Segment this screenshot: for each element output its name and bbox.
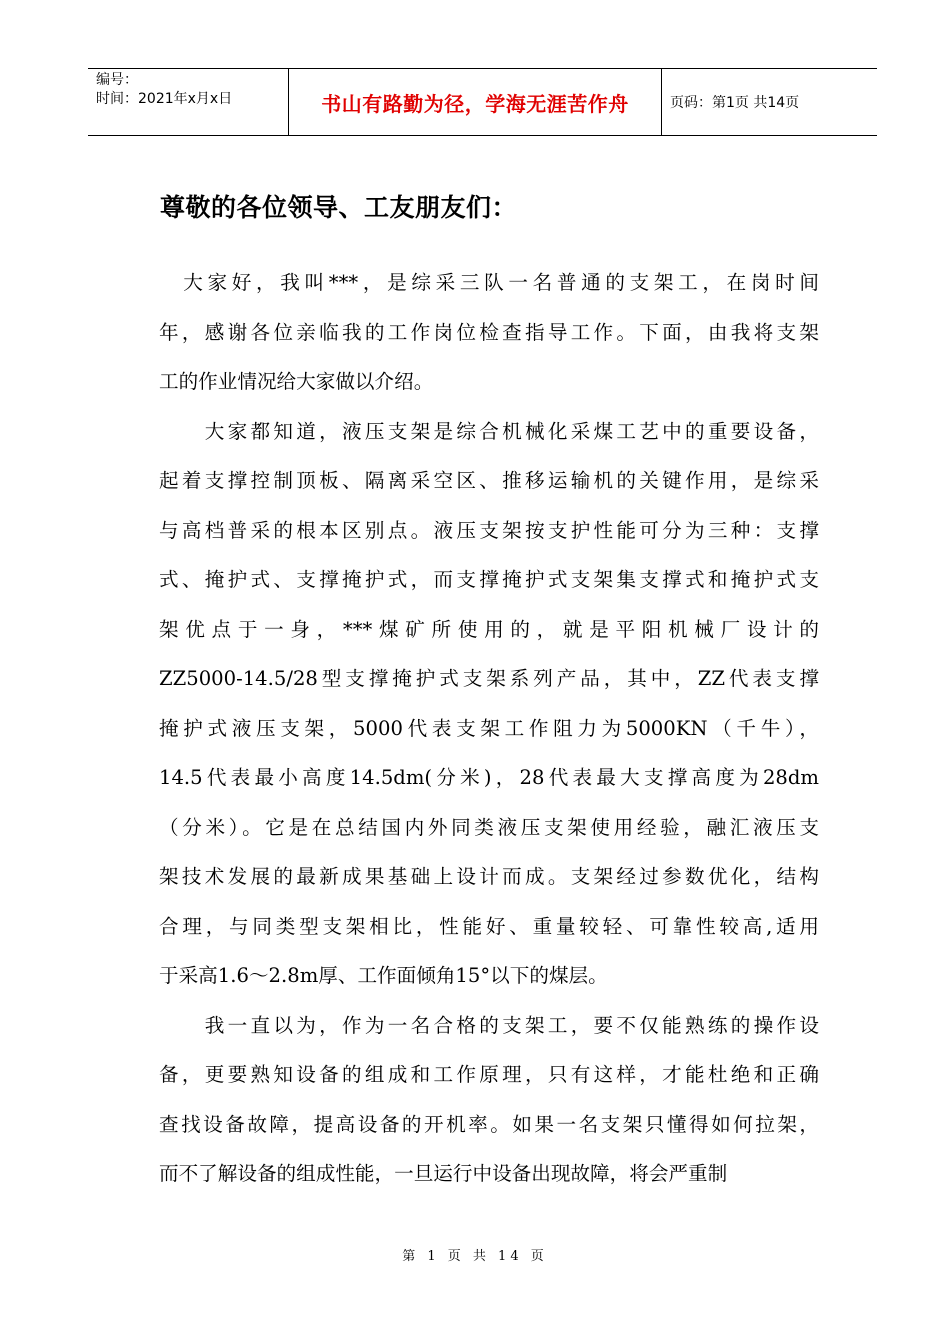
body-line: 14.5代表最小高度14.5dm(分米)，28代表最大支撑高度为28dm bbox=[159, 766, 819, 789]
header-meta bbox=[88, 69, 289, 135]
number-label: 编号： bbox=[96, 72, 138, 88]
body-line: 备，更要熟知设备的组成和工作原理，只有这样，才能杜绝和正确 bbox=[159, 1063, 819, 1086]
body-line: 架优点于一身，***煤矿所使用的，就是平阳机械厂设计的 bbox=[159, 617, 819, 641]
body-line: 大家好，我叫***，是综采三队一名普通的支架工，在岗时间 bbox=[159, 271, 819, 294]
body-line: 我一直以为，作为一名合格的支架工，要不仅能熟练的操作设 bbox=[159, 1013, 819, 1037]
page-footer: 第 1 页 共 14 页 bbox=[402, 1249, 548, 1264]
body-line: 大家都知道，液压支架是综合机械化采煤工艺中的重要设备， bbox=[159, 419, 819, 443]
body-line: 式、掩护式、支撑掩护式，而支撑掩护式支架集支撑式和掩护式支 bbox=[159, 568, 819, 591]
body-line: 起着支撑控制顶板、隔离采空区、推移运输机的关键作用，是综采 bbox=[159, 469, 819, 492]
body-line: 而不了解设备的组成性能，一旦运行中设备出现故障，将会严重制 bbox=[159, 1162, 728, 1185]
document-body bbox=[159, 258, 819, 1199]
header-page-label: 页码：第1页 共14页 bbox=[670, 95, 800, 111]
time-label: 时间：2021年x月x日 bbox=[96, 91, 233, 107]
body-line: 架技术发展的最新成果基础上设计而成。支架经过参数优化，结构 bbox=[159, 865, 819, 888]
document-header bbox=[88, 68, 877, 136]
body-line: 工的作业情况给大家做以介绍。 bbox=[159, 370, 434, 393]
body-line: 掩护式液压支架，5000代表支架工作阻力为5000KN（千牛）， bbox=[159, 716, 819, 740]
body-line: ZZ5000-14.5/28型支撑掩护式支架系列产品，其中，ZZ代表支撑 bbox=[159, 667, 819, 690]
body-line: 查找设备故障，提高设备的开机率。如果一名支架只懂得如何拉架， bbox=[159, 1112, 819, 1136]
body-line: 合理，与同类型支架相比，性能好、重量较轻、可靠性较高,适用 bbox=[159, 914, 819, 938]
body-line: 与高档普采的根本区别点。液压支架按支护性能可分为三种：支撑 bbox=[159, 518, 819, 542]
body-line: 年，感谢各位亲临我的工作岗位检查指导工作。下面，由我将支架 bbox=[159, 320, 819, 344]
body-line: 于采高1.6～2.8m厚、工作面倾角15°以下的煤层。 bbox=[159, 964, 608, 987]
document-title: 尊敬的各位领导、工友朋友们： bbox=[160, 193, 518, 222]
body-line: （分米）。它是在总结国内外同类液压支架使用经验，融汇液压支 bbox=[159, 815, 819, 839]
header-motto: 书山有路勤为径，学海无涯苦作舟 bbox=[289, 69, 662, 135]
